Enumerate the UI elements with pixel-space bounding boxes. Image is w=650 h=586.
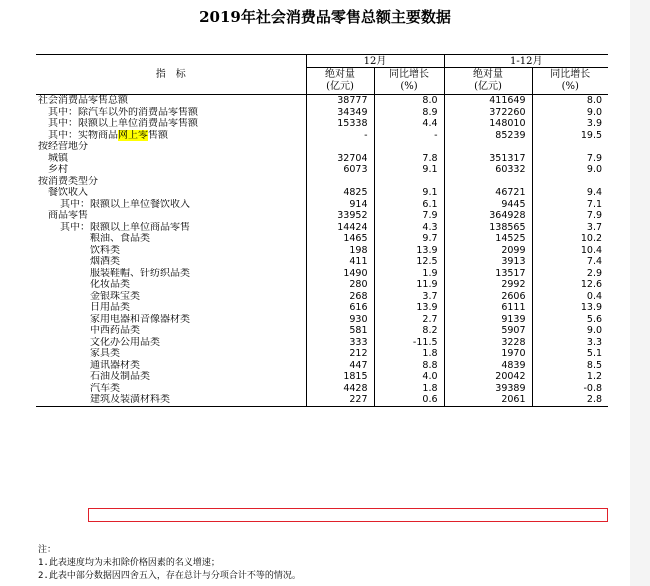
row-label: 其中：限额以上单位餐饮收入 [60,198,190,210]
cell-ytd-abs: 9445 [444,199,532,211]
cell-ytd-yoy: 9.0 [532,164,608,176]
cell-ytd-abs: 85239 [444,130,532,142]
cell-dec-yoy: 8.0 [374,95,444,107]
cell-ytd-abs: 46721 [444,187,532,199]
dec-yoy-header: 同比增长 (%) [374,68,444,95]
table-row [36,153,608,165]
cell-dec-yoy: 7.9 [374,210,444,222]
table-row [36,210,608,222]
table-row [36,302,608,314]
cell-dec-yoy: 9.7 [374,233,444,245]
table-row [36,107,608,119]
period-ytd-header: 1-12月 [444,55,608,68]
row-label: 汽车类 [90,382,120,394]
ytd-abs-header: 绝对量 (亿元) [444,68,532,95]
table-row [36,141,608,153]
cell-ytd-yoy: 10.2 [532,233,608,245]
cell-ytd-yoy: 3.7 [532,222,608,234]
table-row [36,314,608,326]
cell-dec-yoy [374,141,444,153]
row-label: 商品零售 [48,210,88,222]
cell-ytd-yoy: 8.0 [532,95,608,107]
cell-ytd-abs: 4839 [444,360,532,372]
cell-ytd-yoy: 7.1 [532,199,608,211]
cell-ytd-yoy: 7.4 [532,256,608,268]
row-label: 按经营地分 [38,141,88,153]
cell-ytd-abs: 14525 [444,233,532,245]
table-row [36,187,608,199]
cell-dec-yoy: 1.8 [374,383,444,395]
row-label: 通讯器材类 [90,359,140,371]
row-label: 家用电器和音像器材类 [90,313,190,325]
cell-dec-abs: 4428 [306,383,374,395]
cell-ytd-yoy: 19.5 [532,130,608,142]
note-2: 2.此表中部分数据因四舍五入，存在总计与分项合计不等的情况。 [38,571,301,581]
cell-dec-abs: 33952 [306,210,374,222]
table-row [36,291,608,303]
ytd-yoy-header: 同比增长 (%) [532,68,608,95]
table-row [36,348,608,360]
cell-dec-yoy: 6.1 [374,199,444,211]
cell-dec-yoy: -11.5 [374,337,444,349]
cell-ytd-abs [444,176,532,188]
table-row [36,256,608,268]
table-row [36,279,608,291]
table-body [36,95,608,407]
cell-ytd-yoy: 2.9 [532,268,608,280]
cell-ytd-abs: 372260 [444,107,532,119]
cell-dec-abs: 6073 [306,164,374,176]
cell-ytd-abs: 5907 [444,325,532,337]
cell-ytd-abs: 351317 [444,153,532,165]
cell-dec-abs: 15338 [306,118,374,130]
cell-ytd-abs: 13517 [444,268,532,280]
table-row [36,325,608,337]
cell-dec-abs: 34349 [306,107,374,119]
row-label: 粮油、食品类 [90,233,150,245]
cell-dec-abs: 38777 [306,95,374,107]
cell-ytd-yoy: 2.8 [532,394,608,406]
cell-ytd-yoy: 8.5 [532,360,608,372]
cell-dec-abs: 14424 [306,222,374,234]
cell-ytd-yoy: 7.9 [532,210,608,222]
dec-abs-header: 绝对量 (亿元) [306,68,374,95]
note-heading: 注： [38,545,57,555]
cell-dec-abs: 1490 [306,268,374,280]
cell-dec-abs: 198 [306,245,374,257]
cell-dec-abs: 914 [306,199,374,211]
table-row [36,130,608,142]
cell-dec-abs: 4825 [306,187,374,199]
row-label: 其中：限额以上单位商品零售 [60,221,190,233]
cell-ytd-yoy: 10.4 [532,245,608,257]
cell-ytd-abs: 6111 [444,302,532,314]
cell-dec-abs: 280 [306,279,374,291]
cell-dec-abs: 227 [306,394,374,406]
cell-ytd-yoy: 9.4 [532,187,608,199]
row-label: 其中：限额以上单位消费品零售额 [48,118,198,130]
cell-ytd-abs: 138565 [444,222,532,234]
table-row [36,233,608,245]
highlighted-text: 网上零 [118,129,148,141]
cell-ytd-abs: 60332 [444,164,532,176]
table-row [36,268,608,280]
cell-ytd-abs: 148010 [444,118,532,130]
period-dec-header: 12月 [306,55,444,68]
row-label: 文化办公用品类 [90,336,160,348]
row-label: 其中：除汽车以外的消费品零售额 [48,106,198,118]
cell-dec-yoy: 13.9 [374,245,444,257]
cell-ytd-yoy: 9.0 [532,325,608,337]
cell-dec-abs [306,141,374,153]
table-row [36,199,608,211]
cell-ytd-abs: 411649 [444,95,532,107]
cell-dec-abs: 616 [306,302,374,314]
footnotes [38,544,301,583]
cell-dec-abs: 447 [306,360,374,372]
page-edge [630,0,650,586]
cell-ytd-abs: 2606 [444,291,532,303]
row-label: 金银珠宝类 [90,290,140,302]
cell-ytd-yoy: 13.9 [532,302,608,314]
cell-dec-abs: 411 [306,256,374,268]
cell-dec-abs: 930 [306,314,374,326]
cell-dec-yoy: 8.9 [374,107,444,119]
cell-dec-abs: 32704 [306,153,374,165]
cell-dec-abs: - [306,130,374,142]
cell-dec-yoy: - [374,130,444,142]
cell-dec-yoy: 7.8 [374,153,444,165]
table-row [36,245,608,257]
cell-dec-yoy: 0.6 [374,394,444,406]
highlight-box [88,508,608,522]
cell-ytd-abs: 1970 [444,348,532,360]
cell-dec-yoy [374,176,444,188]
cell-dec-yoy: 8.8 [374,360,444,372]
cell-dec-yoy: 4.4 [374,118,444,130]
cell-ytd-abs: 2992 [444,279,532,291]
cell-dec-yoy: 12.5 [374,256,444,268]
row-label: 饮料类 [90,244,120,256]
cell-dec-abs: 1815 [306,371,374,383]
cell-ytd-yoy [532,176,608,188]
row-label: 按消费类型分 [38,175,98,187]
table-row [36,360,608,372]
table-row [36,383,608,395]
cell-ytd-yoy: 5.6 [532,314,608,326]
row-label: 烟酒类 [90,256,120,268]
cell-ytd-abs: 9139 [444,314,532,326]
row-label: 餐饮收入 [48,187,88,199]
row-label: 日用品类 [90,302,130,314]
cell-ytd-abs: 3913 [444,256,532,268]
cell-ytd-abs: 3228 [444,337,532,349]
cell-ytd-yoy: 1.2 [532,371,608,383]
row-label: 城镇 [48,152,68,164]
table-row [36,118,608,130]
cell-dec-yoy: 1.8 [374,348,444,360]
cell-ytd-yoy [532,141,608,153]
cell-dec-yoy: 9.1 [374,187,444,199]
cell-dec-abs: 268 [306,291,374,303]
cell-dec-abs [306,176,374,188]
table-row [36,394,608,406]
indicator-header: 指 标 [36,55,306,95]
cell-ytd-abs: 20042 [444,371,532,383]
cell-ytd-yoy: -0.8 [532,383,608,395]
row-label: 其中：实物商品网上零售额 [48,129,168,141]
cell-ytd-abs: 39389 [444,383,532,395]
table-row [36,222,608,234]
cell-dec-yoy: 1.9 [374,268,444,280]
row-label: 乡村 [48,164,68,176]
cell-ytd-yoy: 3.9 [532,118,608,130]
row-label: 家具类 [90,348,120,360]
row-label: 社会消费品零售总额 [38,95,128,107]
cell-dec-abs: 1465 [306,233,374,245]
cell-dec-yoy: 3.7 [374,291,444,303]
row-label: 石油及制品类 [90,371,150,383]
cell-ytd-yoy: 12.6 [532,279,608,291]
header-row-periods [36,55,608,68]
cell-dec-yoy: 4.3 [374,222,444,234]
cell-dec-yoy: 8.2 [374,325,444,337]
cell-dec-abs: 212 [306,348,374,360]
cell-dec-abs: 581 [306,325,374,337]
table-row [36,95,608,107]
cell-ytd-yoy: 0.4 [532,291,608,303]
table-row [36,176,608,188]
cell-dec-yoy: 13.9 [374,302,444,314]
cell-ytd-yoy: 3.3 [532,337,608,349]
cell-dec-yoy: 9.1 [374,164,444,176]
cell-dec-yoy: 2.7 [374,314,444,326]
cell-ytd-abs: 364928 [444,210,532,222]
cell-dec-abs: 333 [306,337,374,349]
page-title: 2019年社会消费品零售总额主要数据 [199,8,451,26]
row-label: 中西药品类 [90,325,140,337]
data-table [36,54,608,407]
cell-ytd-abs [444,141,532,153]
row-label: 服装鞋帽、针纺织品类 [90,267,190,279]
note-1: 1.此表速度均为未扣除价格因素的名义增速； [38,558,220,568]
cell-dec-yoy: 11.9 [374,279,444,291]
cell-dec-yoy: 4.0 [374,371,444,383]
cell-ytd-abs: 2061 [444,394,532,406]
cell-ytd-yoy: 9.0 [532,107,608,119]
cell-ytd-yoy: 5.1 [532,348,608,360]
table-row [36,164,608,176]
table-row [36,337,608,349]
row-label: 化妆品类 [90,279,130,291]
row-label: 建筑及装潢材料类 [36,394,306,406]
cell-ytd-abs: 2099 [444,245,532,257]
table-row [36,371,608,383]
cell-ytd-yoy: 7.9 [532,153,608,165]
